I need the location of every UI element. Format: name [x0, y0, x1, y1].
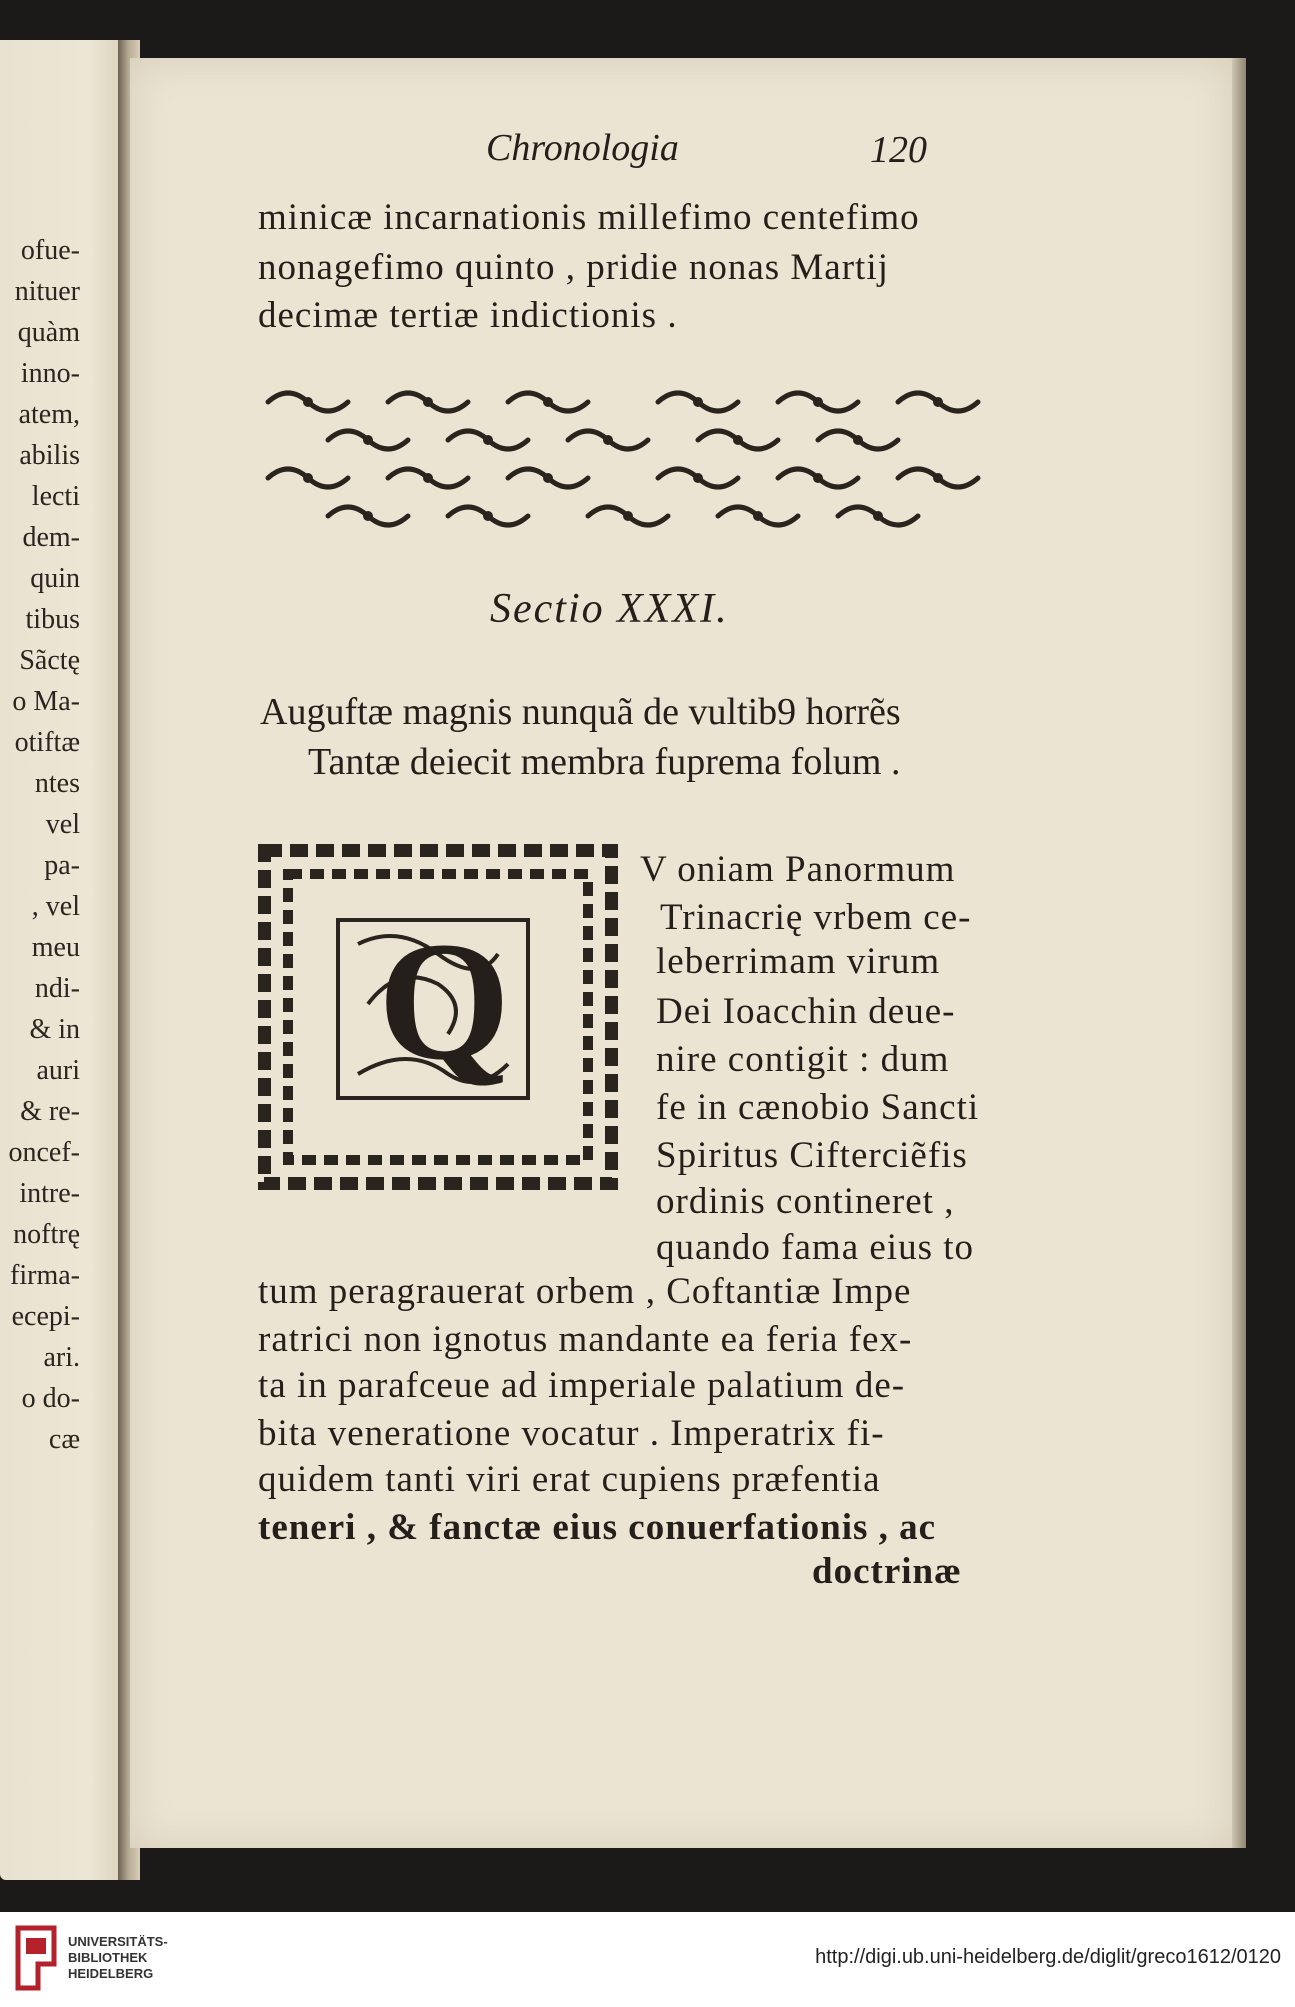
decorative-ornament-band: [258, 382, 1018, 532]
initial-text-line: Trinacrię vrbem ce-: [660, 897, 972, 938]
initial-text-line: leberrimam virum: [656, 941, 941, 982]
source-url-link[interactable]: http://digi.ub.uni-heidelberg.de/diglit/greco1612/0120: [815, 1946, 1281, 1968]
body-text-line: bita veneratione vocatur . Imperatrix fi-: [258, 1413, 885, 1454]
left-page-fragment: otiftæ: [14, 727, 80, 758]
page-edge: [1232, 58, 1246, 1848]
verse-line: Auguftæ magnis nunquã de vultib9 horrẽs: [260, 691, 901, 733]
left-page-fragment: & re-: [20, 1096, 80, 1127]
catchword: doctrinæ: [812, 1551, 962, 1592]
left-page-fragment: lecti: [31, 481, 80, 512]
left-page-fragment: nituer: [14, 276, 80, 307]
body-text-line: ta in parafceue ad imperiale palatium de-: [258, 1365, 906, 1406]
library-name: [68, 1934, 168, 1982]
left-page-fragment: & in: [29, 1014, 80, 1045]
decorated-initial: [258, 844, 618, 1190]
left-page-fragment: noftrę: [13, 1219, 80, 1250]
left-page-fragment: cæ: [48, 1424, 80, 1455]
left-page-fragment: vel: [45, 809, 80, 840]
initial-text-line: fe in cænobio Sancti: [656, 1087, 980, 1128]
left-page-fragment: ofue-: [20, 235, 80, 266]
left-page-fragment: meu: [31, 932, 80, 963]
initial-text-line: ordinis contineret ,: [656, 1181, 955, 1222]
initial-letter: Q: [378, 907, 511, 1095]
left-page-fragment: abilis: [19, 440, 80, 471]
initial-text-line: Dei Ioacchin deue-: [656, 991, 956, 1032]
left-page-fragment: pa-: [44, 850, 80, 881]
page-number: 120: [870, 129, 927, 171]
library-logo-icon: [14, 1924, 58, 1992]
text-line: nonagefimo quinto , pridie nonas Martij: [258, 247, 889, 288]
body-text-line: tum peragrauerat orbem , Coftantiæ Impe: [258, 1271, 912, 1312]
left-page-fragment: dem-: [22, 522, 80, 553]
left-page-fragment: , vel: [31, 891, 80, 922]
body-text-line: teneri , & fanctæ eius conuerfationis , ac: [258, 1507, 937, 1548]
initial-text-line: Spiritus Cifterciẽfis: [656, 1135, 968, 1176]
left-page-fragment: quin: [30, 563, 80, 594]
left-page-fragment: ndi-: [34, 973, 80, 1004]
left-page-fragment: quàm: [17, 317, 80, 348]
left-page-fragment: inno-: [20, 358, 80, 389]
body-text-line: ratrici non ignotus mandante ea feria fex-: [258, 1319, 913, 1360]
body-text-line: quidem tanti viri erat cupiens præfentia: [258, 1459, 881, 1500]
left-page-fragment: o Ma-: [12, 686, 80, 717]
running-header-title: Chronologia: [486, 127, 679, 169]
left-page-fragment: ari.: [43, 1342, 80, 1373]
library-name-line: HEIDELBERG: [68, 1966, 154, 1981]
library-name-line: BIBLIOTHEK: [68, 1950, 148, 1965]
initial-text-line: nire contigit : dum: [656, 1039, 950, 1080]
library-name-line: UNIVERSITÄTS-: [68, 1934, 168, 1949]
left-page-fragment: ecepi-: [11, 1301, 80, 1332]
initial-text-line: quando fama eius to: [656, 1227, 974, 1268]
left-page-fragment: tibus: [25, 604, 80, 635]
verse-line: Tantæ deiecit membra fuprema folum .: [308, 741, 901, 783]
left-page-text-fragments: [0, 230, 80, 1460]
left-page-fragment: atem,: [18, 399, 80, 430]
left-page: [0, 40, 128, 1880]
text-line: minicæ incarnationis millefimo centefimo: [258, 197, 920, 238]
initial-text-line: V oniam Panormum: [640, 849, 956, 890]
left-page-fragment: Sãctę: [19, 645, 80, 676]
left-page-fragment: oncef-: [8, 1137, 80, 1168]
left-page-fragment: firma-: [10, 1260, 80, 1291]
left-page-fragment: auri: [36, 1055, 80, 1086]
section-heading: Sectio XXXI.: [490, 586, 729, 632]
left-page-fragment: intre-: [19, 1178, 80, 1209]
left-page-fragment: o do-: [21, 1383, 80, 1414]
text-line: decimæ tertiæ indictionis .: [258, 295, 678, 336]
left-page-fragment: ntes: [34, 768, 80, 799]
